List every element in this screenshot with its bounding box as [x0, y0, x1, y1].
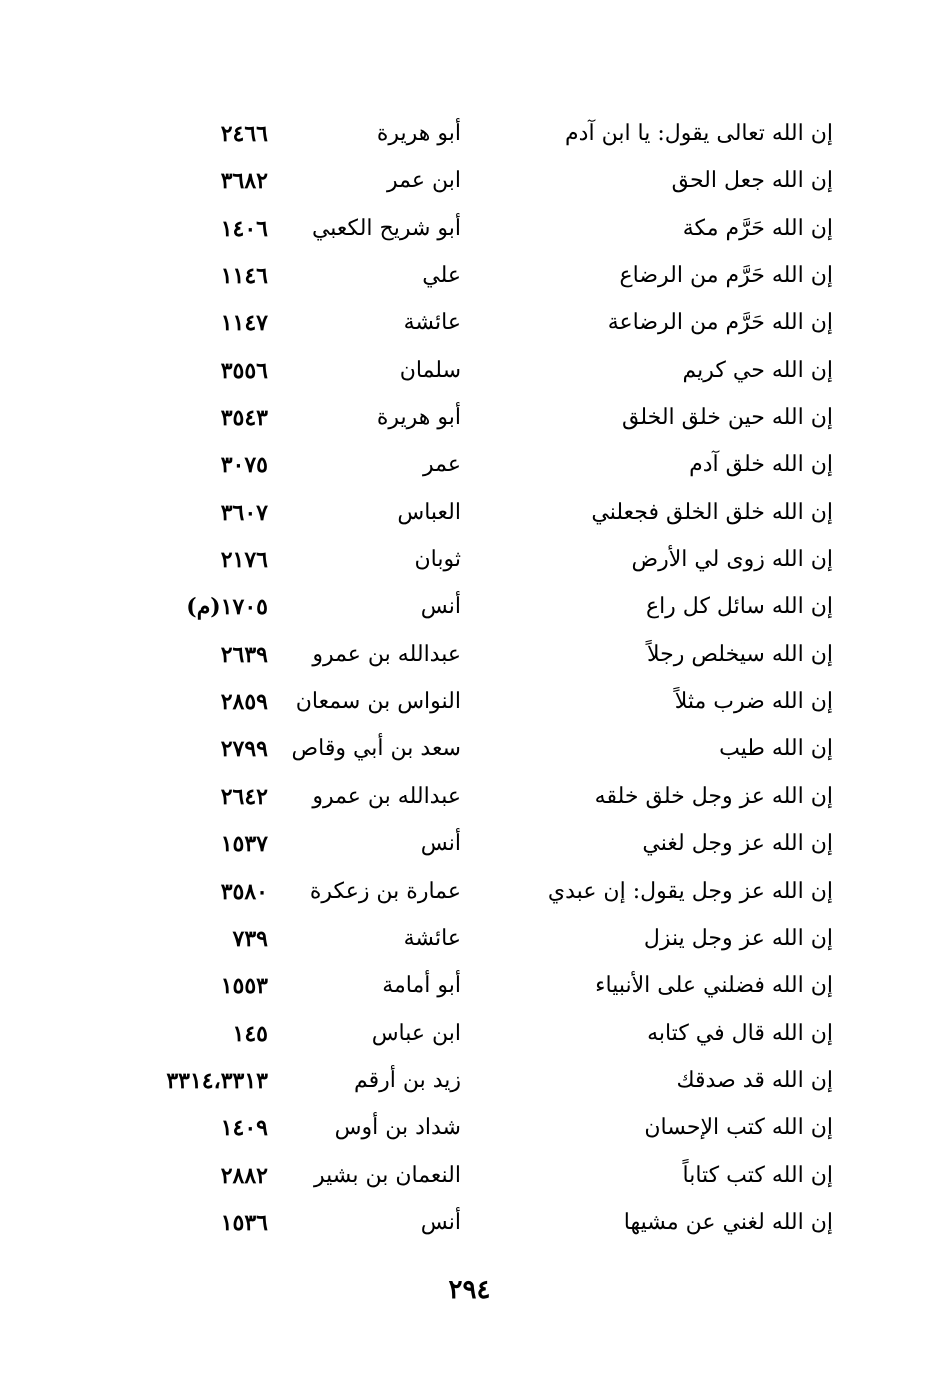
hadith-number: ١١٤٦: [220, 263, 268, 290]
narrator-name: سعد بن أبي وقاص: [291, 736, 461, 762]
hadith-text: إن الله سائل كل راع: [645, 594, 833, 620]
hadith-number: ١٤٠٦: [220, 215, 268, 242]
hadith-number: ١٤٥: [232, 1020, 268, 1047]
narrator-name: أنس: [420, 594, 461, 620]
index-row: [0, 1059, 939, 1106]
index-row: [0, 207, 939, 254]
hadith-text: إن الله حي كريم: [682, 357, 833, 383]
hadith-text: إن الله فضلني على الأنبياء: [595, 973, 833, 999]
narrator-name: عائشة: [403, 925, 461, 951]
hadith-text: إن الله حَرَّم مكة: [682, 215, 833, 241]
index-row: [0, 1154, 939, 1201]
index-row: [0, 112, 939, 159]
narrator-name: أبو شريح الكعبي: [311, 215, 461, 241]
hadith-number: ٣٥٤٣: [220, 405, 268, 432]
index-row: [0, 301, 939, 348]
hadith-number: ١٥٣٧: [220, 831, 268, 858]
hadith-text: إن الله طيب: [719, 736, 833, 762]
index-row: [0, 964, 939, 1011]
narrator-name: ثوبان: [414, 547, 461, 573]
hadith-text: إن الله سيخلص رجلاً: [646, 641, 833, 667]
hadith-number: ٢١٧٦: [220, 547, 268, 574]
hadith-text: إن الله عز وجل ينزل: [643, 925, 833, 951]
hadith-text: إن الله حَرَّم من الرضاعة: [607, 310, 833, 336]
hadith-number: ٣٦٠٧: [220, 499, 268, 526]
index-row: [0, 349, 939, 396]
index-row: [0, 1201, 939, 1248]
hadith-number: ٢٦٣٩: [220, 641, 268, 668]
hadith-number: ٣٠٧٥: [220, 452, 268, 479]
hadith-text: إن الله عز وجل لغني: [642, 831, 833, 857]
hadith-text: إن الله زوى لي الأرض: [631, 547, 833, 573]
index-row: [0, 870, 939, 917]
narrator-name: عمر: [423, 452, 461, 478]
narrator-name: عمارة بن زعكرة: [309, 878, 461, 904]
hadith-number: ٣٥٥٦: [220, 357, 268, 384]
hadith-number: ١٧٠٥(م): [186, 594, 268, 621]
hadith-number: ٢٧٩٩: [220, 736, 268, 763]
hadith-text: إن الله حَرَّم من الرضاع: [619, 263, 833, 289]
index-row: [0, 1106, 939, 1153]
index-row: [0, 159, 939, 206]
index-row: [0, 633, 939, 680]
narrator-name: أنس: [420, 1209, 461, 1235]
index-row: [0, 443, 939, 490]
narrator-name: عائشة: [403, 310, 461, 336]
hadith-text: إن الله قال في كتابه: [647, 1020, 833, 1046]
index-row: [0, 538, 939, 585]
hadith-text: إن الله جعل الحق: [671, 168, 833, 194]
hadith-text: إن الله عز وجل يقول: إن عبدي: [547, 878, 833, 904]
hadith-number: ٣٥٨٠: [220, 878, 268, 905]
narrator-name: زيد بن أرقم: [353, 1067, 461, 1093]
index-row: [0, 254, 939, 301]
hadith-text: إن الله خلق آدم: [689, 452, 833, 478]
narrator-name: أبو هريرة: [376, 121, 461, 146]
narrator-name: عبدالله بن عمرو: [312, 641, 461, 667]
narrator-name: سلمان: [399, 357, 461, 383]
hadith-number: ١١٤٧: [220, 310, 268, 337]
narrator-name: النعمان بن بشير: [313, 1162, 461, 1188]
hadith-text: إن الله ضرب مثلاً: [674, 689, 833, 715]
page-number: ٢٩٤: [448, 1275, 491, 1305]
hadith-text: إن الله خلق الخلق فجعلني: [591, 499, 833, 525]
hadith-number: ١٥٣٦: [220, 1209, 268, 1236]
narrator-name: علي: [422, 263, 461, 289]
narrator-name: أبو أمامة: [382, 973, 461, 999]
index-row: [0, 822, 939, 869]
index-row: [0, 585, 939, 632]
narrator-name: عبدالله بن عمرو: [312, 783, 461, 809]
index-row: [0, 680, 939, 727]
hadith-number: ٣٦٨٢: [220, 168, 268, 195]
narrator-name: ابن عباس: [371, 1020, 461, 1046]
hadith-text: إن الله كتب الإحسان: [644, 1115, 833, 1141]
hadith-text: إن الله لغني عن مشيها: [623, 1209, 833, 1235]
narrator-name: أبو هريرة: [376, 405, 461, 431]
index-row: [0, 1012, 939, 1059]
hadith-text: إن الله تعالى يقول: يا ابن آدم: [565, 121, 833, 146]
hadith-text: إن الله عز وجل خلق خلقه: [594, 783, 833, 809]
narrator-name: النواس بن سمعان: [295, 689, 461, 715]
hadith-number: ١٤٠٩: [220, 1115, 268, 1142]
hadith-number: ٢٦٤٢: [220, 783, 268, 810]
index-row: [0, 775, 939, 822]
index-row: [0, 727, 939, 774]
narrator-name: شداد بن أوس: [334, 1115, 461, 1141]
narrator-name: العباس: [397, 499, 461, 525]
index-row: [0, 491, 939, 538]
hadith-text: إن الله قد صدقك: [676, 1067, 833, 1093]
hadith-number: ١٥٥٣: [220, 973, 268, 1000]
hadith-number: ٧٣٩: [232, 925, 268, 952]
hadith-text: إن الله حين خلق الخلق: [622, 405, 833, 431]
index-row: [0, 917, 939, 964]
hadith-text: إن الله كتب كتاباً: [682, 1162, 833, 1188]
narrator-name: أنس: [420, 831, 461, 857]
hadith-number: ٢٤٦٦: [220, 121, 268, 147]
index-row: [0, 396, 939, 443]
hadith-index-list: [0, 112, 939, 1248]
hadith-number: ٢٨٨٢: [220, 1162, 268, 1189]
hadith-number: ٢٨٥٩: [220, 689, 268, 716]
hadith-number: ٣٣١٤،٣٣١٣: [166, 1067, 268, 1094]
narrator-name: ابن عمر: [387, 168, 461, 194]
